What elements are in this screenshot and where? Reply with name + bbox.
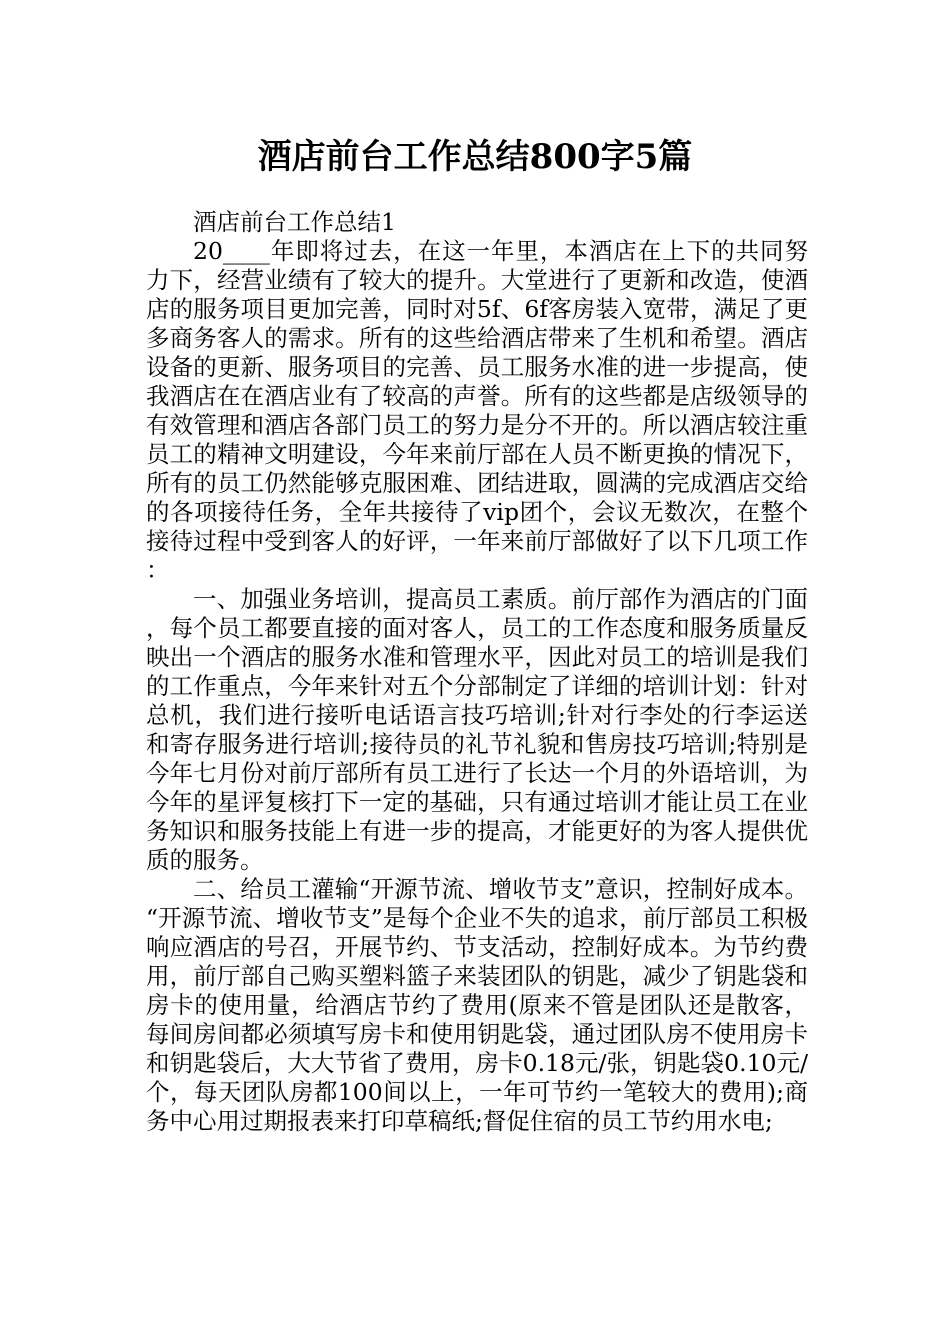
document-title: 酒店前台工作总结800字5篇 — [257, 137, 693, 177]
paragraph-training: 一、加强业务培训，提高员工素质。前厅部作为酒店的门面，每个员工都要直接的面对客人，员工的工作态度和服务质量反映出一个酒店的服务水准和管理水平，因此对员工的培训是我们的工作重点，今年来针对五个分部制定了详细的培训计划：针对总机，我们进行接听电话语言技巧培训;针对行李处的行李运送和寄存服务进行培训;接待员的礼节礼貌和售房技巧培训;特别是今年七月份对前厅部所有员工进行了长达一个月的外语培训，为今年的星评复核打下一定的基础，只有通过培训才能让员工在业务知识和服务技能上有进一步的提高，才能更好的为客人提供优质的服务。 — [146, 585, 808, 874]
document-body — [146, 208, 808, 1136]
section-heading: 酒店前台工作总结1 — [193, 208, 396, 236]
paragraph-cost-control: 二、给员工灌输“开源节流、增收节支”意识，控制好成本。“开源节流、增收节支”是每个企业不失的追求，前厅部员工积极响应酒店的号召，开展节约、节支活动，控制好成本。为节约费用，前厅部自己购买塑料篮子来装团队的钥匙，减少了钥匙袋和房卡的使用量，给酒店节约了费用(原来不管是团队还是散客，每间房间都必须填写房卡和使用钥匙袋，通过团队房不使用房卡和钥匙袋后，大大节省了费用，房卡0.18元/张，钥匙袋0.10元/个，每天团队房都100间以上，一年可节约一笔较大的费用);商务中心用过期报表来打印草稿纸;督促住宿的员工节约用水电; — [146, 875, 808, 1135]
paragraph-intro: 20____年即将过去，在这一年里，本酒店在上下的共同努力下，经营业绩有了较大的提升。大堂进行了更新和改造，使酒店的服务项目更加完善，同时对5f、6f客房装入宽带，满足了更多商务客人的需求。所有的这些给酒店带来了生机和希望。酒店设备的更新、服务项目的完善、员工服务水准的进一步提高，使我酒店在在酒店业有了较高的声誉。所有的这些都是店级领导的有效管理和酒店各部门员工的努力是分不开的。所以酒店较注重员工的精神文明建设，今年来前厅部在人员不断更换的情况下，所有的员工仍然能够克服困难、团结进取，圆满的完成酒店交给的各项接待任务，全年共接待了vip团个，会议无数次，在整个接待过程中受到客人的好评，一年来前厅部做好了以下几项工作： — [146, 237, 808, 584]
